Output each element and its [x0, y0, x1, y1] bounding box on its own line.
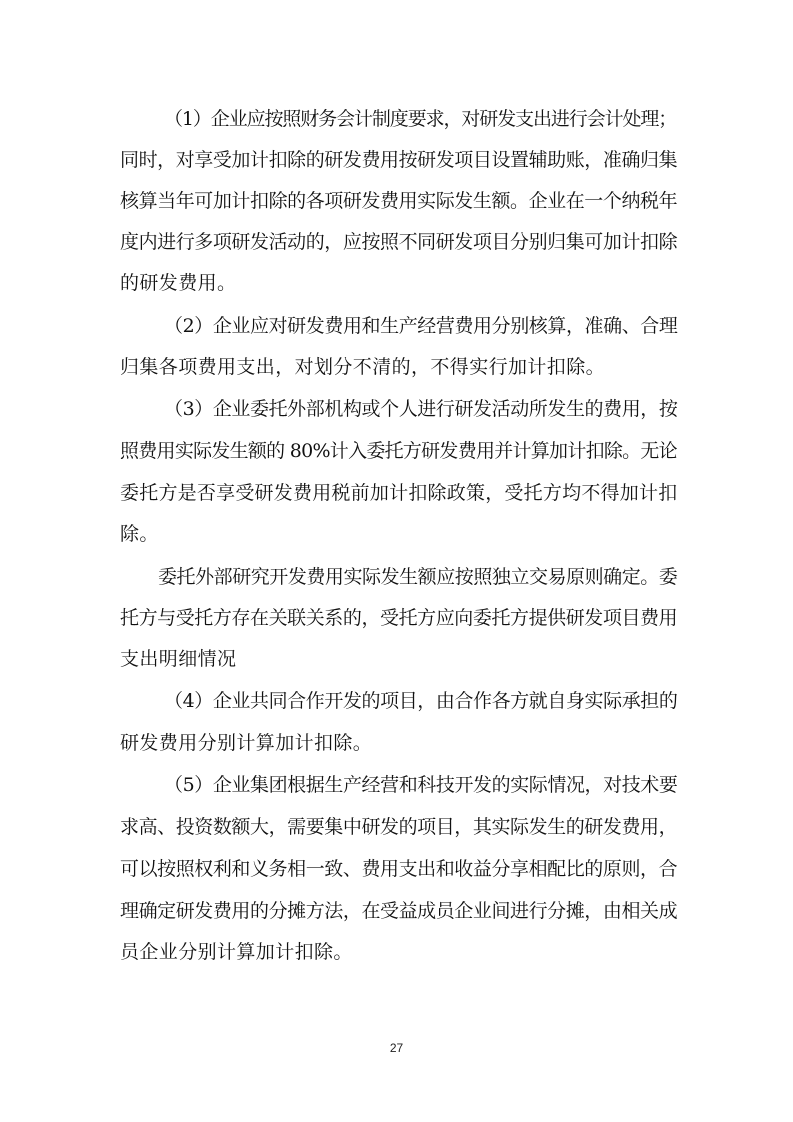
paragraph-line: 委托方是否享受研发费用税前加计扣除政策，受托方均不得加计扣	[120, 482, 678, 504]
paragraph-line: 度内进行多项研发活动的，应按照不同研发项目分别归集可加计扣除	[120, 231, 678, 253]
paragraph-line: 照费用实际发生额的 80%计入委托方研发费用并计算加计扣除。无论	[120, 440, 677, 462]
paragraph-line: 可以按照权利和义务相一致、费用支出和收益分享相配比的原则，合	[120, 858, 678, 880]
paragraph-line: 求高、投资数额大，需要集中研发的项目，其实际发生的研发费用，	[120, 816, 678, 838]
paragraph-line: 除。	[120, 523, 159, 545]
paragraph-line: （2）企业应对研发费用和生产经营费用分别核算，准确、合理	[164, 315, 678, 337]
paragraph-line: （3）企业委托外部机构或个人进行研发活动所发生的费用，按	[164, 398, 678, 420]
paragraph-line: 托方与受托方存在关联关系的，受托方应向委托方提供研发项目费用	[120, 607, 678, 629]
paragraph-line: 员企业分别计算加计扣除。	[120, 941, 353, 963]
paragraph-line: （4）企业共同合作开发的项目，由合作各方就自身实际承担的	[164, 690, 678, 712]
paragraph-line: 理确定研发费用的分摊方法，在受益成员企业间进行分摊，由相关成	[120, 900, 678, 922]
paragraph-line: 的研发费用。	[120, 272, 237, 294]
page-number: 27	[389, 1041, 404, 1055]
paragraph-line: 归集各项费用支出，对划分不清的，不得实行加计扣除。	[120, 356, 606, 378]
paragraph-line: 支出明细情况	[120, 648, 237, 670]
paragraph-line: 研发费用分别计算加计扣除。	[120, 732, 373, 754]
paragraph-line: （1）企业应按照财务会计制度要求，对研发支出进行会计处理；	[164, 108, 677, 130]
paragraph-line: 同时，对享受加计扣除的研发费用按研发项目设置辅助账，准确归集	[120, 149, 678, 171]
paragraph-line: 核算当年可加计扣除的各项研发费用实际发生额。企业在一个纳税年	[120, 190, 678, 212]
paragraph-line: （5）企业集团根据生产经营和科技开发的实际情况，对技术要	[164, 774, 678, 796]
paragraph-line: 委托外部研究开发费用实际发生额应按照独立交易原则确定。委	[158, 566, 678, 588]
